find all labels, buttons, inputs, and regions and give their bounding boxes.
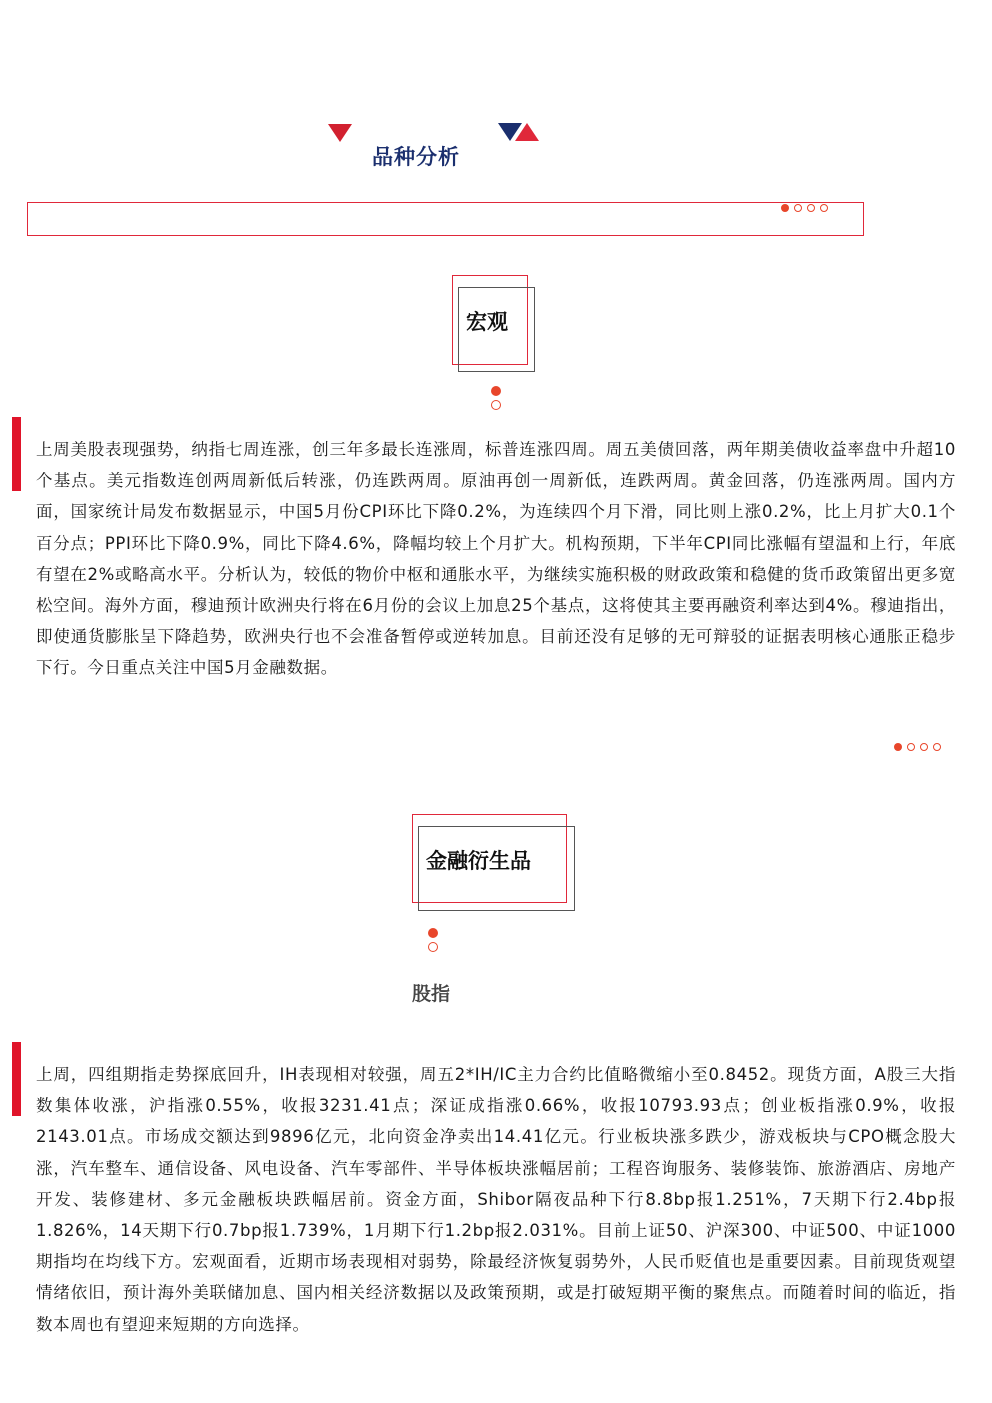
banner-dots-icon — [781, 204, 841, 214]
page-title: 品种分析 — [372, 145, 460, 169]
section-macro-dots-icon — [491, 386, 503, 412]
section-macro-label: 宏观 — [466, 310, 508, 334]
section-divider-dots-icon — [894, 743, 950, 753]
section-derivatives-paragraph: 上周，四组期指走势探底回升，IH表现相对较强，周五2*IH/IC主力合约比值略微缩小至0.8452。现货方面，A股三大指数集体收涨，沪指涨0.55%，收报3231.41点；深证成指涨0.66%，收报10793.93点；创业板指涨0.9%，收报2143.01点。市场成交额达到9896亿元，北向资金净卖出14.41亿元。行业板块涨多跌少，游戏板块与CPO概念股大涨，汽车整车、通信设备、风电设备、汽车零部件、半导体板块涨幅居前；工程咨询服务、装修装饰、旅游酒店、房地产开发、装修建材、多元金融板块跌幅居前。资金方面，Shibor隔夜品种下行8.8bp报1.251%，7天期下行2.4bp报1.826%，14天期下行0.7bp报1.739%，1月期下行1.2bp报2.031%。目前上证50、沪深300、中证500、中证1000期指均在均线下方。宏观面看，近期市场表现相对弱势，除最经济恢复弱势外，人民币贬值也是重要因素。目前现货观望情绪依旧，预计海外美联储加息、国内相关经济数据以及政策预期，或是打破短期平衡的聚焦点。而随着时间的临近，指数本周也有望迎来短期的方向选择。 — [36, 1065, 956, 1334]
header-banner — [27, 202, 864, 236]
section-macro-paragraph: 上周美股表现强势，纳指七周连涨，创三年多最长连涨周，标普连涨四周。周五美债回落，两年期美债收益率盘中升超10个基点。美元指数连创两周新低后转涨，仍连跌两周。原油再创一周新低，连跌两周。黄金回落，仍连涨两周。国内方面，国家统计局发布数据显示，中国5月份CPI环比下降0.2%，为连续四个月下滑，同比则上涨0.2%，比上月扩大0.1个百分点；PPI环比下降0.9%，同比下降4.6%，降幅均较上个月扩大。机构预期，下半年CPI同比涨幅有望温和上行，年底有望在2%或略高水平。分析认为，较低的物价中枢和通胀水平，为继续实施积极的财政政策和稳健的货币政策留出更多宽松空间。海外方面，穆迪预计欧洲央行将在6月份的会议上加息25个基点，这将使其主要再融资利率达到4%。穆迪指出，即使通货膨胀呈下降趋势，欧洲央行也不会准备暂停或逆转加息。目前还没有足够的无可辩驳的证据表明核心通胀正稳步下行。今日重点关注中国5月金融数据。 — [36, 440, 956, 678]
header-right-red-triangle-icon — [515, 123, 539, 141]
section-derivatives-label: 金融衍生品 — [426, 849, 531, 873]
subsection-stock-index-title: 股指 — [412, 983, 451, 1005]
section-derivatives-dots-icon — [428, 928, 440, 954]
header-left-triangle-icon — [328, 124, 352, 142]
paragraph-marker-bar — [12, 1042, 21, 1116]
paragraph-marker-bar — [12, 417, 21, 491]
